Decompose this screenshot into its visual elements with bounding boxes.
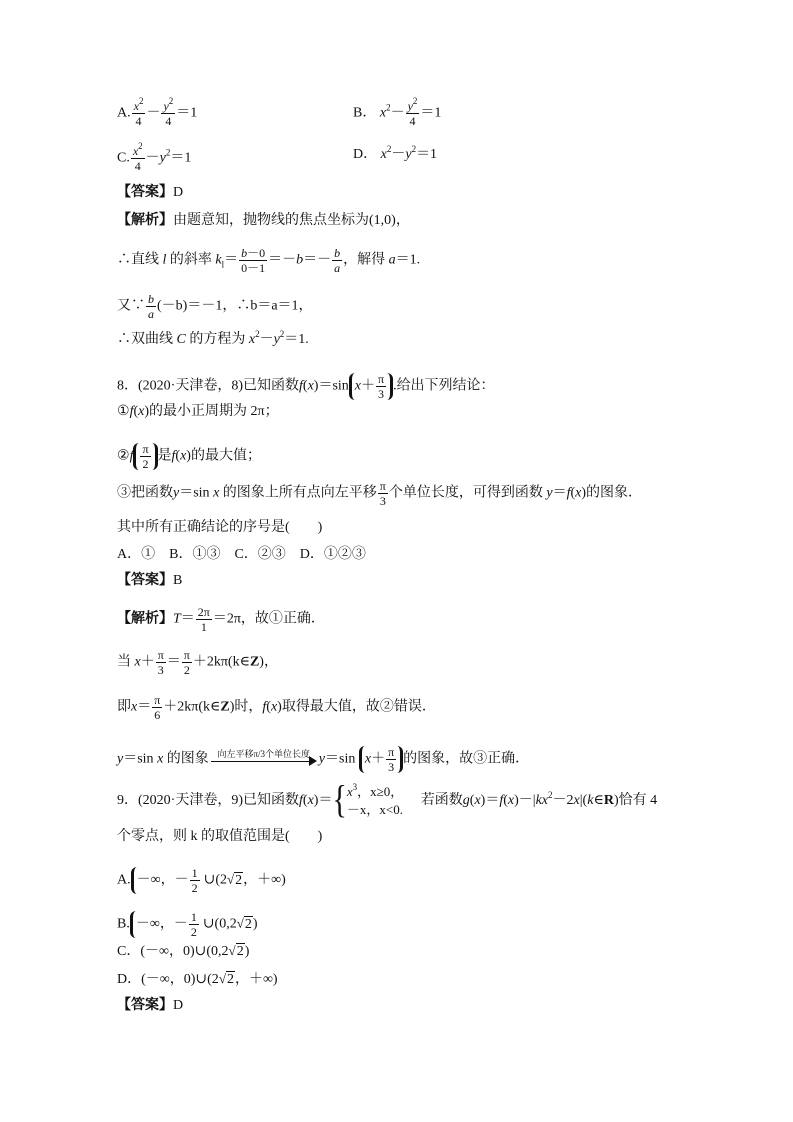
fraction: $\frac{\pi}{2}$ bbox=[183, 648, 190, 677]
q7-option-c-label: C. bbox=[117, 150, 130, 166]
bracket: x＋ $\frac{\pi}{3}$ bbox=[359, 746, 403, 773]
text: ∴双曲线 bbox=[117, 332, 173, 347]
text: (－b)＝－1，∴b＝a＝1， bbox=[157, 298, 313, 314]
transform-arrow bbox=[211, 750, 317, 770]
text: ＝2π，故①正确． bbox=[212, 611, 325, 627]
text: ＋2kπ(k∈ bbox=[192, 654, 250, 670]
text: 是 bbox=[157, 448, 172, 464]
arrow-head-icon bbox=[309, 756, 317, 766]
q8-stem: 8．(2020·天津卷，8)已知函数f(x)＝sin x＋ $\frac{\pi}{3}$ .给出下列结论： bbox=[117, 372, 495, 401]
text: 的最小正周期为 2π； bbox=[149, 404, 279, 419]
fraction: $\frac{x^2}{4}$ bbox=[133, 96, 144, 128]
text: ＝1. bbox=[395, 252, 421, 268]
text: B. bbox=[117, 916, 130, 932]
analysis-tag: 【解析】 bbox=[117, 213, 173, 228]
q7-option-c: C. $\frac{x^2}{4}$ $-y^2=1$ bbox=[117, 141, 192, 173]
q8-conclusion-2: ②f $\frac{\pi}{2}$ 是f(x)的最大值； bbox=[117, 442, 261, 471]
fraction: $\frac{y^2}{4}$ bbox=[407, 96, 418, 128]
q8-question bbox=[117, 518, 322, 538]
fraction: $\frac{\pi}{6}$ bbox=[154, 693, 161, 722]
fraction: $\frac{2\pi}{1}$ bbox=[197, 605, 210, 634]
q7-option-b: B． $x^2-$ $\frac{y^2}{4}$ ＝1 bbox=[353, 96, 442, 128]
fraction: $\frac{\pi}{3}$ bbox=[379, 479, 386, 508]
text: 个单位长度，可得到函数 bbox=[388, 485, 543, 501]
q7-analysis-line3 bbox=[117, 293, 313, 320]
q7-option-c-tail: ＝1 bbox=[170, 150, 192, 166]
text: 其中所有正确结论的序号是( ) bbox=[117, 520, 323, 535]
answer-tag: 【答案】 bbox=[117, 998, 173, 1013]
q7-option-d: D． $x^2-y^2=1$ bbox=[353, 144, 438, 162]
analysis-text: 由题意知，抛物线的焦点坐标为(1,0)， bbox=[173, 213, 410, 228]
q9-option-b: B. －∞，－ $\frac{1}{2}$ ∪(0,2√2) bbox=[117, 910, 258, 939]
text: 的图象上所有点向左平移 bbox=[222, 485, 377, 501]
q7-analysis-line4: ∴双曲线 C 的方程为 $x^2-y^2=1$. bbox=[117, 329, 309, 347]
q8-analysis-line1: 【解析】T＝ $\frac{2\pi}{1}$ ＝2π，故①正确． bbox=[117, 605, 325, 634]
text: )恰有 4 bbox=[613, 793, 658, 809]
piecewise-cases: $x^3$，x≥0， －x，x<0. bbox=[346, 782, 404, 817]
text: 即 bbox=[117, 699, 131, 715]
text: 若函数 bbox=[420, 793, 463, 809]
answer-tag: 【答案】 bbox=[117, 573, 173, 588]
q8-analysis-line2: 当 x＋ $\frac{\pi}{3}$ ＝ $\frac{\pi}{2}$ ＋2kπ(k∈Z)， bbox=[117, 648, 278, 677]
text: 的图象． bbox=[586, 485, 643, 501]
bracket: x＋ $\frac{\pi}{3}$ bbox=[349, 373, 393, 400]
answer-tag: 【答案】 bbox=[117, 185, 173, 200]
q7-option-b-label: B． bbox=[353, 105, 377, 121]
text: ＝1. bbox=[284, 332, 309, 347]
q7-option-b-tail: ＝1 bbox=[420, 105, 442, 121]
q9-answer bbox=[117, 996, 183, 1016]
text: A. bbox=[117, 872, 131, 888]
text: ，解得 bbox=[343, 252, 386, 268]
bracket: －∞，－ $\frac{1}{2}$ bbox=[131, 867, 204, 894]
q9-stem-line2 bbox=[117, 827, 322, 847]
text: ＋2kπ(k∈ bbox=[163, 699, 221, 715]
fraction: $\frac{y^2}{4}$ bbox=[163, 96, 174, 128]
text: .给出下列结论： bbox=[393, 378, 495, 394]
fraction: $\frac{b-0}{0-1}$ bbox=[241, 246, 266, 275]
answer-value: D bbox=[173, 185, 184, 200]
answer-value: D bbox=[173, 998, 184, 1013]
q7-option-a: A. $\frac{x^2}{4}$ － $\frac{y^2}{4}$ ＝1 bbox=[117, 96, 198, 128]
q9-option-a: A. －∞，－ $\frac{1}{2}$ ∪(2√2，＋∞) bbox=[117, 866, 286, 895]
brace: { bbox=[332, 778, 347, 822]
q8-answer bbox=[117, 571, 182, 591]
q8-analysis-line3: 即x＝ $\frac{\pi}{6}$ ＋2kπ(k∈Z)时，f(x)取得最大值，故②错误． bbox=[117, 693, 436, 722]
text: 的斜率 bbox=[169, 252, 212, 268]
text: 又∵ bbox=[117, 298, 145, 314]
text: ∴直线 bbox=[117, 252, 159, 268]
text: 的最大值； bbox=[190, 448, 261, 464]
text: 取得最大值，故②错误． bbox=[281, 699, 436, 715]
q7-answer bbox=[117, 183, 183, 203]
bracket: －∞，－ $\frac{1}{2}$ bbox=[130, 911, 203, 938]
analysis-tag: 【解析】 bbox=[117, 611, 173, 627]
text: 的图象 bbox=[166, 751, 209, 767]
text: )时， bbox=[229, 699, 263, 715]
q7-analysis-line2: ∴直线 l 的斜率 $k_l=$ $\frac{b-0}{0-1}$ ＝－b＝－ $\frac{b}{a}$ ，解得 a＝1. bbox=[117, 246, 421, 275]
text: D．(－∞，0)∪(2 bbox=[117, 972, 219, 987]
text: A．① B．①③ C．②③ D．①②③ bbox=[117, 547, 366, 562]
text: 个零点，则 k 的取值范围是( ) bbox=[117, 829, 323, 844]
arrow-label: 向左平移π/3个单位长度 bbox=[217, 748, 311, 759]
answer-value: B bbox=[173, 573, 183, 588]
q7-analysis-line1 bbox=[117, 211, 410, 231]
q8-conclusion-3: ③把函数y＝sin x 的图象上所有点向左平移 $\frac{\pi}{3}$ 个单位长度，可得到函数 y＝f(x)的图象． bbox=[117, 479, 643, 508]
q7-option-a-label: A. bbox=[117, 105, 131, 121]
text: ③把函数 bbox=[117, 485, 173, 501]
text: 9．(2020·天津卷，9)已知函数 bbox=[117, 793, 299, 809]
fraction: $\frac{b}{a}$ bbox=[334, 246, 341, 275]
fraction: $\frac{b}{a}$ bbox=[148, 292, 154, 321]
fraction: $\frac{\pi}{3}$ bbox=[157, 648, 164, 677]
text: )， bbox=[259, 654, 278, 670]
q9-option-d: D．(－∞，0)∪(2√2，＋∞) bbox=[117, 971, 278, 987]
text: C．(－∞，0)∪(0,2 bbox=[117, 944, 229, 959]
q8-options bbox=[117, 545, 366, 565]
bracket: $\frac{\pi}{2}$ bbox=[133, 443, 157, 470]
q7-option-d-label: D． bbox=[353, 147, 378, 162]
q8-conclusion-1: ①f(x)的最小正周期为 2π； bbox=[117, 404, 279, 419]
q7-option-a-tail: ＝1 bbox=[176, 105, 198, 121]
q9-option-c: C．(－∞，0)∪(0,2√2) bbox=[117, 943, 250, 959]
text: 8．(2020·天津卷，8)已知函数 bbox=[117, 378, 299, 394]
text: 的方程为 bbox=[189, 332, 246, 347]
fraction: $\frac{x^2}{4}$ bbox=[132, 141, 143, 173]
q8-analysis-line4: y＝sin x 的图象 向左平移π/3个单位长度 y＝sin x＋ $\frac{\pi}{3}$ 的图象，故③正确． bbox=[117, 745, 530, 774]
text: 的图象，故③正确． bbox=[403, 751, 530, 767]
q9-stem: 9．(2020·天津卷，9)已知函数f(x)＝{ $x^3$，x≥0， －x，x<0. 若函数$g(x)=f(x)-|kx^2-2x|(k\in R)$恰有 4 bbox=[117, 778, 658, 822]
text: 当 bbox=[117, 654, 131, 670]
q7-option-d-tail: ＝1 bbox=[416, 147, 438, 162]
